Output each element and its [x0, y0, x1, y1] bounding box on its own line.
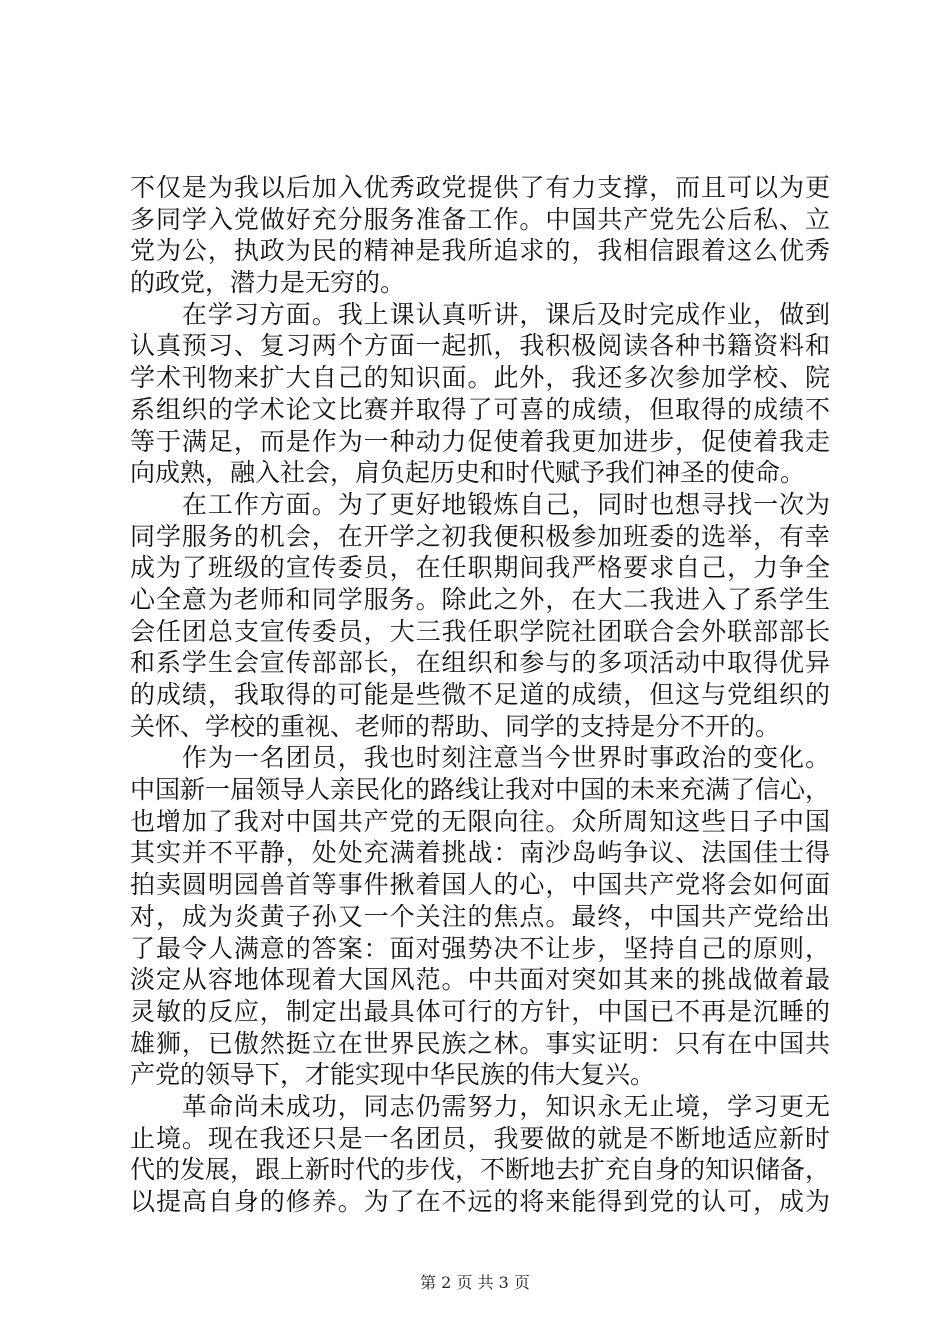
text-line: 党为公，执政为民的精神是我所追求的，我相信跟着这么优秀: [130, 236, 830, 266]
text-line: 了最令人满意的答案：面对强势决不让步，坚持自己的原则，: [130, 933, 830, 963]
text-line: 关怀、学校的重视、老师的帮助、同学的支持是分不开的。: [130, 711, 781, 741]
text-line: 心全意为老师和同学服务。除此之外，在大二我进入了系学生: [130, 584, 830, 614]
text-line: 止境。现在我还只是一名团员，我要做的就是不断地适应新时: [130, 1123, 830, 1153]
text-line: 和系学生会宣传部部长，在组织和参与的多项活动中取得优异: [130, 648, 830, 678]
text-line: 多同学入党做好充分服务准备工作。中国共产党先公后私、立: [130, 204, 830, 234]
text-line: 也增加了我对中国共产党的无限向往。众所周知这些日子中国: [130, 806, 830, 836]
text-line: 的政党，潜力是无穷的。: [130, 268, 406, 298]
body-text: [130, 172, 830, 1218]
text-line: 成为了班级的宣传委员，在任职期间我严格要求自己，力争全: [130, 553, 830, 583]
text-line: 革命尚未成功，同志仍需努力，知识永无止境，学习更无: [130, 1091, 830, 1121]
text-line: 中国新一届领导人亲民化的路线让我对中国的未来充满了信心，: [130, 775, 831, 805]
text-line: 学术刊物来扩大自己的知识面。此外，我还多次参加学校、院: [130, 363, 830, 393]
text-line: 淡定从容地体现着大国风范。中共面对突如其来的挑战做着最: [130, 965, 830, 995]
text-line: 雄狮，已傲然挺立在世界民族之林。事实证明：只有在中国共: [130, 1028, 830, 1058]
text-line: 向成熟，融入社会，肩负起历史和时代赋予我们神圣的使命。: [130, 458, 806, 488]
text-line: 代的发展，跟上新时代的步伐，不断地去扩充自身的知识储备，: [130, 1155, 831, 1185]
text-line: 对，成为炎黄子孙又一个关注的焦点。最终，中国共产党给出: [130, 901, 830, 931]
text-line: 其实并不平静，处处充满着挑战：南沙岛屿争议、法国佳士得: [130, 838, 830, 868]
text-line: 拍卖圆明园兽首等事件揪着国人的心，中国共产党将会如何面: [130, 870, 830, 900]
text-line: 灵敏的反应，制定出最具体可行的方针，中国已不再是沉睡的: [130, 996, 830, 1026]
text-line: 在工作方面。为了更好地锻炼自己，同时也想寻找一次为: [130, 489, 830, 519]
text-line: 产党的领导下，才能实现中华民族的伟大复兴。: [130, 1060, 656, 1090]
text-line: 会任团总支宣传委员，大三我任职学院社团联合会外联部部长: [130, 616, 830, 646]
text-line: 系组织的学术论文比赛并取得了可喜的成绩，但取得的成绩不: [130, 394, 830, 424]
text-line: 等于满足，而是作为一种动力促使着我更加进步，促使着我走: [130, 426, 830, 456]
text-line: 不仅是为我以后加入优秀政党提供了有力支撑，而且可以为更: [130, 173, 830, 202]
text-line: 认真预习、复习两个方面一起抓，我积极阅读各种书籍资料和: [130, 331, 830, 361]
text-line: 以提高自身的修养。为了在不远的将来能得到党的认可，成为: [130, 1187, 830, 1216]
text-line: 在学习方面。我上课认真听讲，课后及时完成作业，做到: [130, 299, 830, 329]
text-line: 同学服务的机会，在开学之初我便积极参加班委的选举，有幸: [130, 521, 830, 551]
page-footer: 第 2 页 共 3 页: [420, 1273, 530, 1292]
text-line: 的成绩，我取得的可能是些微不足道的成绩，但这与党组织的: [130, 680, 830, 709]
text-line: 作为一名团员，我也时刻注意当今世界时事政治的变化。: [130, 743, 830, 773]
